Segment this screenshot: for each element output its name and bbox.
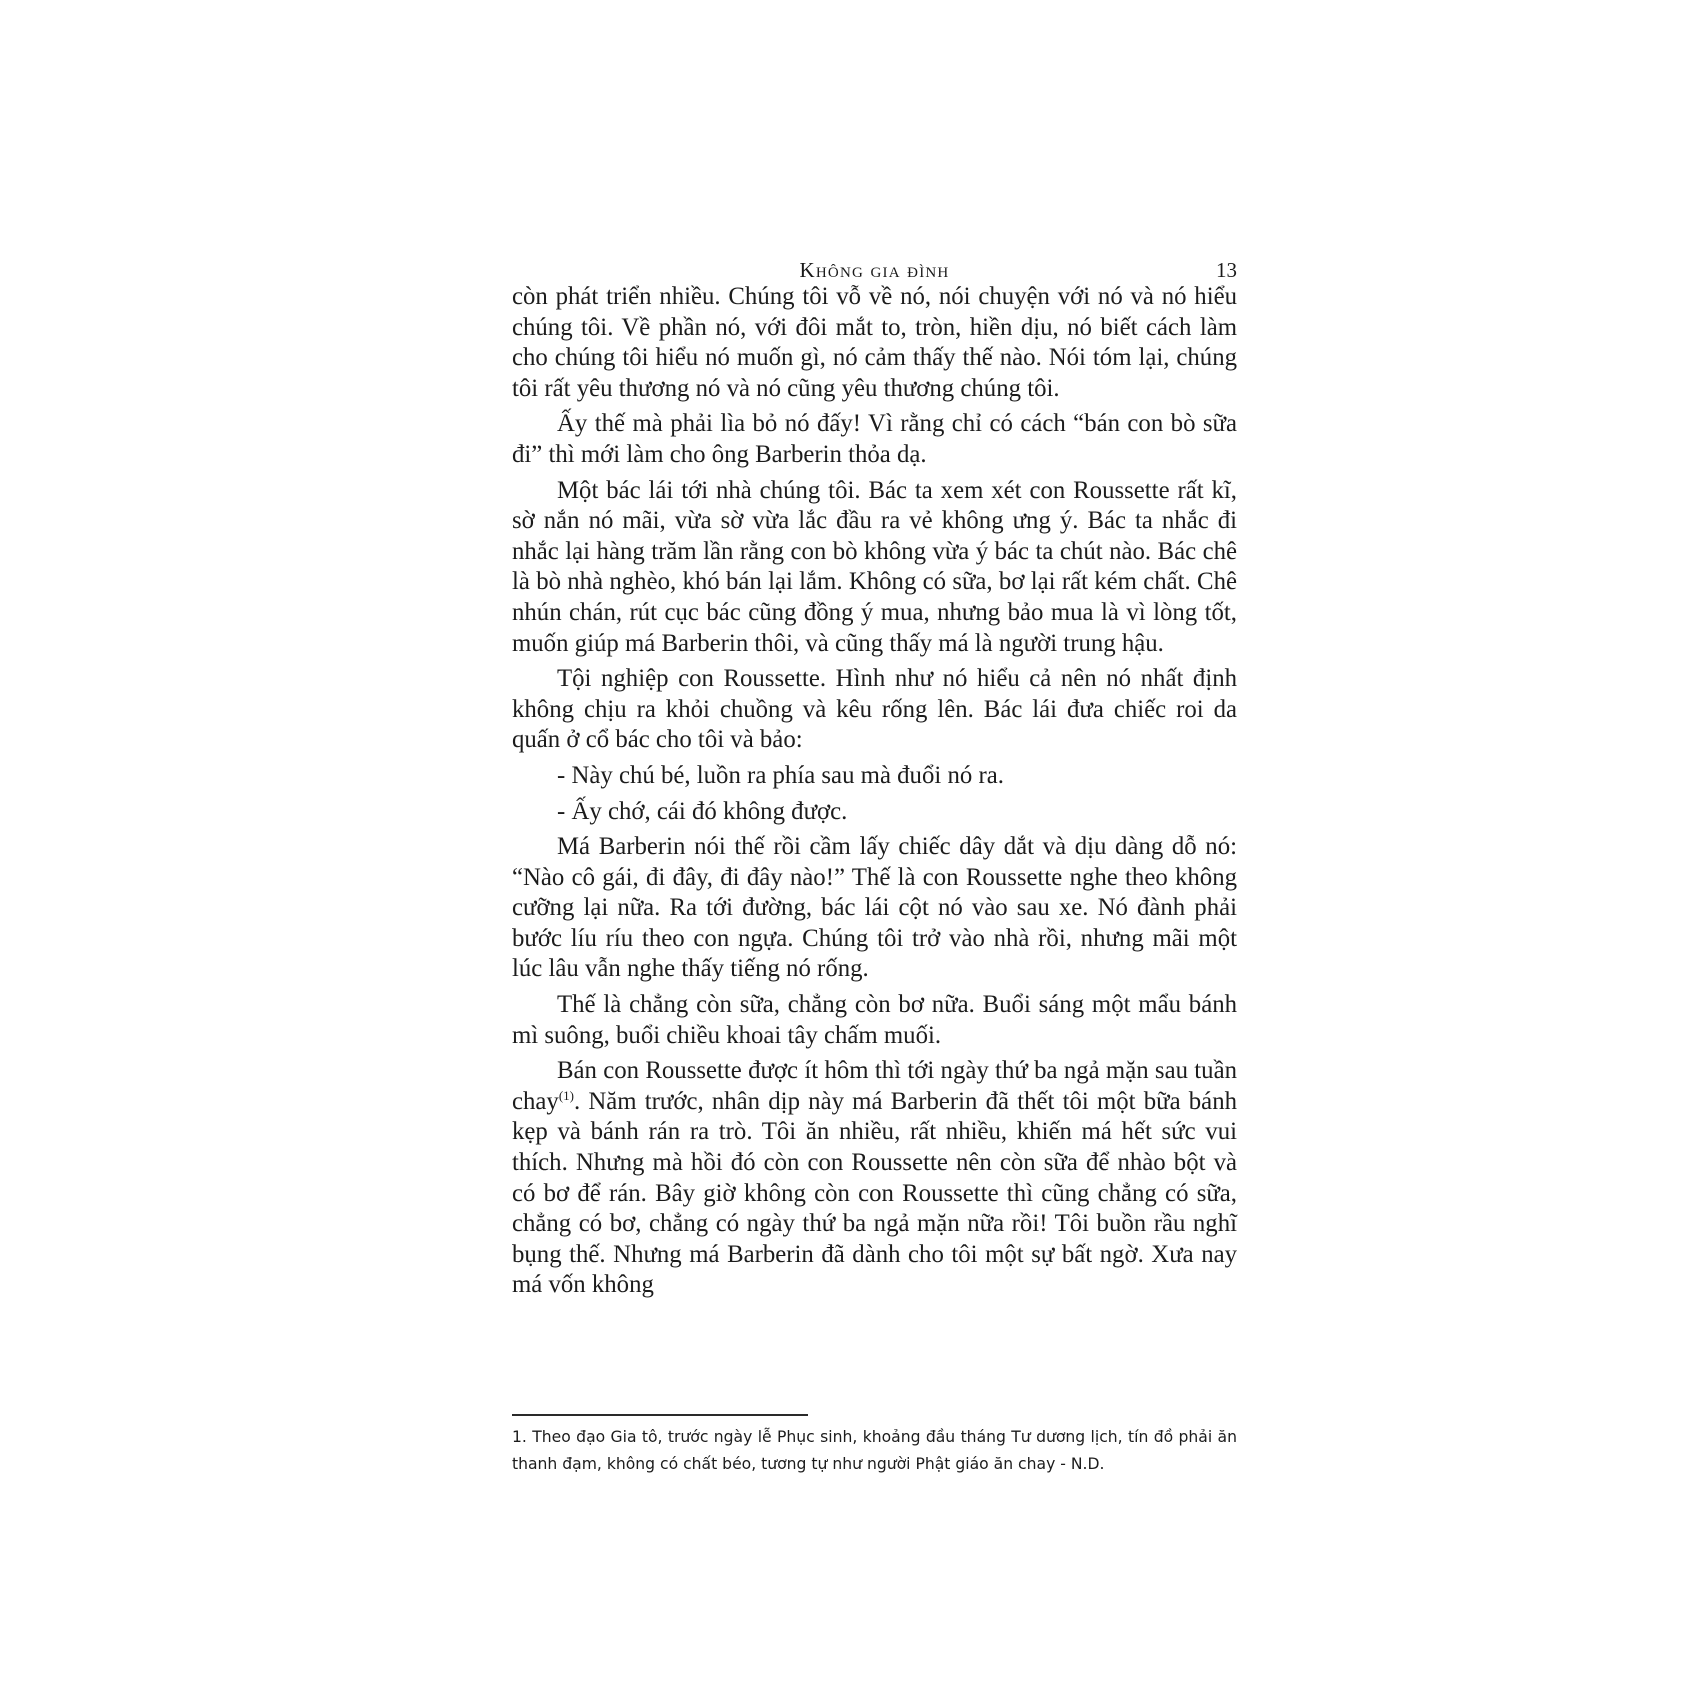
running-title: Không gia đình (799, 258, 950, 282)
paragraph: Má Barberin nói thế rồi cầm lấy chiếc dây dắt và dịu dàng dỗ nó: “Nào cô gái, đi đây, đi đây nào!” Thế là con Roussette nghe theo không cưỡng lại nữa. Ra tới đường, bác lái cột nó vào sau xe. Nó đành phải bước líu ríu theo con ngựa. Chúng tôi trở vào nhà rồi, nhưng mãi một lúc lâu vẫn nghe thấy tiếng nó rống. (512, 833, 1237, 983)
dialogue-line: - Này chú bé, luồn ra phía sau mà đuổi nó ra. (557, 761, 1004, 789)
paragraph: còn phát triển nhiều. Chúng tôi vỗ về nó, nói chuyện với nó và nó hiểu chúng tôi. Về phần nó, với đôi mắt to, tròn, hiền dịu, nó biết cách làm cho chúng tôi hiểu nó muốn gì, nó cảm thấy thế nào. Nói tóm lại, chúng tôi rất yêu thương nó và nó cũng yêu thương chúng tôi. (512, 283, 1237, 402)
body-text (512, 282, 1237, 1306)
page-number: 13 (1216, 258, 1237, 282)
footnote-separator (512, 1414, 808, 1416)
paragraph-text-start: Bán con Roussette được ít hôm thì tới ngày thứ ba ngả mặn sau tuần chay (512, 1057, 1237, 1115)
paragraph: Tội nghiệp con Roussette. Hình như nó hiểu cả nên nó nhất định không chịu ra khỏi chuồng và kêu rống lên. Bác lái đưa chiếc roi da quấn ở cổ bác cho tôi và bảo: (512, 665, 1237, 754)
paragraph: Một bác lái tới nhà chúng tôi. Bác ta xem xét con Roussette rất kĩ, sờ nắn nó mãi, vừa sờ vừa lắc đầu ra vẻ không ưng ý. Bác ta nhắc đi nhắc lại hàng trăm lần rằng con bò không vừa ý bác ta chút nào. Bác chê là bò nhà nghèo, khó bán lại lắm. Không có sữa, bơ lại rất kém chất. Chê nhún chán, rút cục bác cũng đồng ý mua, nhưng bảo mua là vì lòng tốt, muốn giúp má Barberin thôi, và cũng thấy má là người trung hậu. (512, 476, 1237, 657)
paragraph: Thế là chẳng còn sữa, chẳng còn bơ nữa. Buổi sáng một mẩu bánh mì suông, buổi chiều khoai tây chấm muối. (512, 991, 1237, 1049)
paragraph-with-footnote-ref (512, 1056, 1237, 1301)
footnote: 1. Theo đạo Gia tô, trước ngày lễ Phục sinh, khoảng đầu tháng Tư dương lịch, tín đồ phải ăn thanh đạm, không có chất béo, tương tự như người Phật giáo ăn chay - N.D. (512, 1428, 1237, 1473)
paragraph: Ấy thế mà phải lìa bỏ nó đấy! Vì rằng chỉ có cách “bán con bò sữa đi” thì mới làm cho ông Barberin thỏa dạ. (512, 410, 1237, 468)
dialogue-line: - Ấy chớ, cái đó không được. (557, 797, 848, 825)
paragraph-text-end: . Năm trước, nhân dịp này má Barberin đã thết tôi một bữa bánh kẹp và bánh rán ra trò. Tôi ăn nhiều, rất nhiều, khiến má hết sức vui thích. Nhưng mà hồi đó còn con Roussette nên còn sữa để nhào bột và có bơ để rán. Bây giờ không còn con Roussette thì cũng chẳng có sữa, chẳng có bơ, chẳng có ngày thứ ba ngả mặn nữa rồi! Tôi buồn rầu nghĩ bụng thế. Nhưng má Barberin đã dành cho tôi một sự bất ngờ. Xưa nay má vốn không (512, 1087, 1237, 1299)
footnote-reference: (1) (558, 1087, 574, 1103)
